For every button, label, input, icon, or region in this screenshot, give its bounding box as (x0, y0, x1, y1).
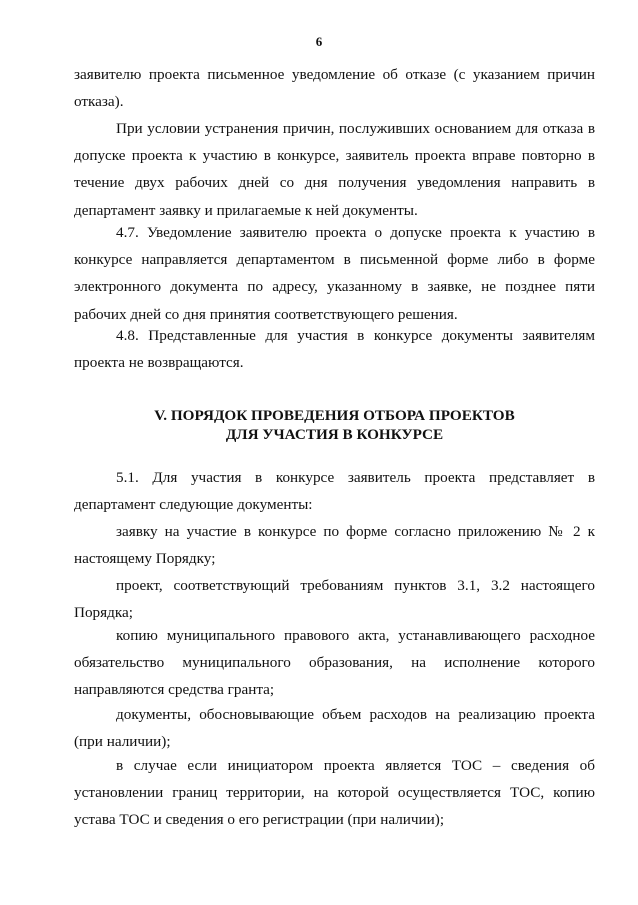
list-item-expense-justification: документы, обосновывающие объем расходов на реализацию проекта (при наличии); (74, 706, 595, 751)
paragraph-5-1: 5.1. Для участия в конкурсе заявитель проекта представляет в департамент следующие документы: (74, 469, 595, 514)
list-item-tos-information: в случае если инициатором проекта является ТОС – сведения об установлении границ территории, на которой осуществляется ТОС, копию устава ТОС и сведения о его регистрации (при наличии); (74, 757, 595, 829)
paragraph-4-7: 4.7. Уведомление заявителю проекта о допуске проекта к участию в конкурсе направляется департаментом в письменной форме либо в форме электронного документа по адресу, указанному в заявке, не позднее пяти рабочих дней со дня принятия соответствующего решения. (74, 224, 595, 323)
paragraph-refusal-notice: заявителю проекта письменное уведомление об отказе (с указанием причин отказа). (74, 66, 595, 111)
section-heading-line-2: ДЛЯ УЧАСТИЯ В КОНКУРСЕ (225, 426, 444, 443)
paragraph-4-8: 4.8. Представленные для участия в конкурсе документы заявителям проекта не возвращаются. (74, 327, 595, 372)
paragraph-resubmission: При условии устранения причин, послуживших основанием для отказа в допуске проекта к участию в конкурсе, заявитель проекта вправе повторно в течение двух рабочих дней со дня получения уведомления направить в департамент заявку и прилагаемые к ней документы. (74, 120, 595, 219)
page-number: 6 (315, 34, 323, 49)
list-item-project: проект, соответствующий требованиям пунктов 3.1, 3.2 настоящего Порядка; (74, 577, 595, 622)
section-heading-line-1: V. ПОРЯДОК ПРОВЕДЕНИЯ ОТБОРА ПРОЕКТОВ (154, 407, 515, 424)
list-item-application: заявку на участие в конкурсе по форме согласно приложению № 2 к настоящему Порядку; (74, 523, 595, 568)
list-item-municipal-act-copy: копию муниципального правового акта, устанавливающего расходное обязательство муниципального образования, на исполнение которого направляются средства гранта; (74, 627, 595, 699)
